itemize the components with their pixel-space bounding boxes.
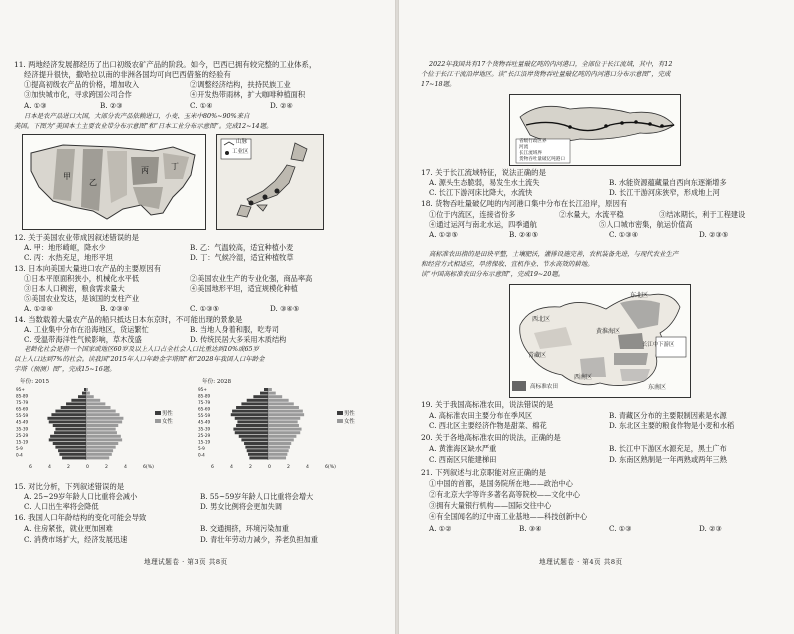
pyramid-2015-male-bar	[55, 446, 86, 449]
q21-option-2: ②有北京大学等许多著名高等院校——文化中心	[429, 490, 580, 499]
region-huanghuaihai: 黄淮海区	[596, 328, 621, 335]
yangtze-ports-map	[509, 94, 681, 166]
q12-choice-d: D. 丁：气候冷湿，适宜种植牧草	[190, 253, 294, 262]
pyramid-2015-male-bar	[47, 417, 86, 420]
q16-choice-c: C. 消费市场扩大，经济发展迅速	[24, 535, 128, 544]
pyramid-2015-female-bar	[86, 431, 117, 434]
pyramid-2015-female-bar	[86, 399, 100, 402]
pyramid-2028-age-label: 55-59	[198, 413, 211, 419]
right-page-footer: 地理试题卷 · 第4页 共8页	[539, 558, 623, 566]
legend-industry: 工业区	[232, 149, 249, 155]
q11-choice-b: B. ②③	[100, 101, 123, 110]
pyramid-2028-male-bar	[248, 453, 268, 456]
pyramid-2028-male-bar	[236, 406, 268, 409]
legend-mountain: 山脉	[236, 139, 248, 145]
pyramid-2028-female-bar	[268, 388, 272, 391]
pyramid-2015-age-label: 0-4	[16, 452, 23, 458]
pyramid-2015-female-bar	[86, 428, 116, 431]
pyramid-2015-female-bar	[86, 395, 94, 398]
pyramid-2015-male-bar	[84, 388, 86, 391]
pyramid-2015-female-bar	[86, 402, 105, 405]
pyramid-2028-male-bar	[253, 395, 268, 398]
intro-15-line-3: 字塔（预测）图”，完成15~16题。	[14, 365, 116, 373]
pyramid-2015-age-label: 45-49	[16, 419, 29, 425]
left-page	[0, 0, 395, 634]
right-page	[399, 0, 794, 634]
q15-choice-b: B. 55~59岁年龄人口比重将会增大	[200, 492, 314, 501]
pyramid-2028-male-bar	[244, 442, 268, 445]
pyramid-2028-female-bar	[268, 417, 300, 420]
pyramid-2015-male-bar	[66, 402, 86, 405]
japan-industry-map	[216, 134, 324, 230]
intro-17-line-2: 个位于长江干流沿岸地区。读“长江沿岸货物吞吐量破亿吨的内河港口分布示意图”，完成	[421, 70, 671, 78]
pyramid-2015-male-bar	[51, 413, 86, 416]
pyramid-2015-x-label: 6(%)	[143, 465, 154, 470]
pyramid-2028-age-label: 65-69	[198, 406, 211, 412]
q13-choice-c: C. ①③⑤	[190, 304, 220, 313]
pyramid-2015-age-label: 55-59	[16, 413, 29, 419]
region-northeast: 东北区	[630, 292, 649, 299]
q18-option-5: ⑤人口城市密集，航运价值高	[599, 220, 693, 229]
q11-stem-2: 经济提升很快，撒哈拉以南的非洲各国均可向巴西借鉴的经验有	[24, 70, 231, 79]
q11-stem-1: 11. 两地经济发展都经历了出口初级农矿产品的阶段。如今，巴西已拥有较完整的工业体系，	[14, 60, 317, 69]
q11-choice-c: C. ①④	[190, 101, 213, 110]
region-qingzang: 青藏区	[528, 352, 547, 359]
pyramid-2015-female-bar	[86, 438, 122, 441]
q13-choice-a: A. ①②④	[24, 304, 54, 313]
q17-choice-d: D. 长江干游河床狭窄，形成地上河	[609, 188, 720, 197]
pyramid-2028-male-bar	[236, 424, 268, 427]
q16-stem: 16. 我国人口年龄结构的变化可能会导致	[14, 513, 147, 522]
pyramid-2028-female-bar	[268, 410, 303, 413]
pyramid-2015-female-bar	[86, 424, 118, 427]
q21-option-4: ④有全国闻名的辽中南工业基地——科技创新中心	[429, 512, 588, 521]
pyramid-2015-x-label: 4	[48, 465, 51, 470]
q11-option-2: ②调整经济结构，扶持民族工业	[190, 80, 291, 89]
pyramid-2015-female-bar	[86, 406, 111, 409]
pyramid-2028-x-label: 4	[230, 465, 233, 470]
pyramid-2028-x-label: 2	[287, 465, 290, 470]
q21-choice-c: C. ①③	[609, 524, 632, 533]
pyramid-2028-female-swatch	[337, 419, 343, 423]
q19-choice-c: C. 西北区主要经济作物是甜菜、棉花	[429, 421, 547, 430]
pyramid-2015-male-bar	[50, 435, 86, 438]
q12-choice-a: A. 甲：地形崎岖，降水少	[24, 243, 106, 252]
pyramid-2028-male-bar	[237, 420, 268, 423]
q18-option-1: ①位于内流区，连接省份多	[429, 210, 516, 219]
pyramid-2015-male-bar	[62, 456, 86, 459]
q20-choice-c: C. 西南区只能建梯田	[429, 455, 497, 464]
q20-stem: 20. 关于各地高标准农田的说法，正确的是	[421, 433, 561, 442]
q13-stem: 13. 日本向美国大量进口农产品的主要原因有	[14, 264, 162, 273]
q13-option-5: ⑤美国农业发达，是该国的支柱产业	[24, 294, 140, 303]
pyramid-2015-male-bar	[58, 449, 86, 452]
pyramid-2015-female-bar	[86, 453, 112, 456]
pyramid-2015-male-bar	[71, 399, 86, 402]
pyramid-2015-male-bar	[82, 392, 86, 395]
region-southwest: 西南区	[574, 374, 593, 381]
pyramid-2028-age-label: 45-49	[198, 419, 211, 425]
q14-choice-c: C. 受温带海洋性气候影响，草木茂盛	[24, 335, 142, 344]
intro-12-line-2: 美国。下图为“美国本土主要农业带分布示意图”和“日本工业分布示意图”。完成12~14题。	[14, 122, 273, 130]
q11-choice-d: D. ②④	[270, 101, 293, 110]
pyramid-2028-x-label: 6	[211, 465, 214, 470]
pyramid-2028-age-label: 35-39	[198, 426, 211, 432]
pyramid-2028-x-label: 6(%)	[325, 465, 336, 470]
pyramid-2028-female-bar	[268, 402, 294, 405]
pyramid-2028-female-bar	[268, 435, 296, 438]
q18-choice-c: C. ①③④	[609, 230, 639, 239]
pyramid-2028-female-bar	[268, 424, 299, 427]
us-agriculture-map	[22, 134, 206, 230]
pyramid-2028-age-label: 25-29	[198, 432, 211, 438]
q17-choice-b: B. 水能资源蕴藏量自西向东逐渐增多	[609, 178, 727, 187]
pyramid-2028-male-bar	[235, 431, 268, 434]
region-yangtze: 长江中下游区	[642, 342, 675, 348]
q21-option-1: ①中国的首都，是国务院所在地——政治中心	[429, 479, 573, 488]
q19-choice-d: D. 东北区主要的粮食作物是小麦和水稻	[609, 421, 735, 430]
svg-text:甲: 甲	[63, 172, 71, 181]
q13-choice-d: D. ③④⑤	[270, 304, 300, 313]
pyramid-2015-x-label: 2	[105, 465, 108, 470]
pyramid-2015-age-label: 95+	[16, 387, 25, 392]
q20-choice-a: A. 黄淮海区缺水严重	[429, 444, 497, 453]
q15-choice-d: D. 男女比例将会更加失调	[200, 502, 282, 511]
q13-option-1: ①日本平原面积狭小，机械化水平低	[24, 274, 140, 283]
q18-choice-d: D. ②③⑤	[699, 230, 729, 239]
q13-option-2: ②美国农业生产的专业化强，商品率高	[190, 274, 313, 283]
intro-12-line-1: 日本是农产品进口大国，大部分农产品依赖进口，小麦、玉米中80%~90%来自	[24, 112, 250, 120]
pyramid-2015-age-label: 35-39	[16, 426, 29, 432]
pyramid-2028-male-bar	[232, 410, 268, 413]
pyramid-2015-female-bar	[86, 417, 123, 420]
q13-option-3: ③日本人口稠密，粮食需求量大	[24, 284, 125, 293]
pyramid-2028-age-label: 85-89	[198, 393, 211, 399]
q16-choice-d: D. 青壮年劳动力减少，养老负担加重	[200, 535, 318, 544]
pyramid-2015-age-label: 75-79	[16, 400, 29, 406]
pyramid-2015-female-legend: 女性	[162, 419, 173, 425]
pyramid-2028-female-bar	[268, 399, 289, 402]
map1-legend-port: 货物吞吐量破亿吨港口	[519, 157, 565, 162]
intro-15-line-2: 以上人口达到7%的社会。读我国“2015年人口年龄金字塔图”和“2028年我国人口年龄金	[14, 355, 265, 363]
q11-choice-a: A. ①③	[24, 101, 47, 110]
svg-text:乙: 乙	[89, 178, 97, 187]
q15-choice-a: A. 25~29岁年龄人口比重将会减小	[24, 492, 138, 501]
q16-choice-b: B. 交通拥挤，环境污染加重	[200, 524, 289, 533]
pyramid-2015-male-swatch	[155, 411, 161, 415]
region-northwest: 西北区	[532, 316, 551, 323]
pyramid-2015-female-bar	[86, 388, 88, 391]
pyramid-2028-male-bar	[231, 413, 268, 416]
pyramid-2015-male-bar	[49, 420, 86, 423]
svg-text:丙: 丙	[141, 166, 149, 175]
pyramid-2028-male-bar	[260, 392, 268, 395]
pyramid-2028-age-label: 15-19	[198, 439, 211, 445]
pyramid-2028-age-label: 95+	[198, 387, 207, 392]
pyramid-2015-female-swatch	[155, 419, 161, 423]
population-pyramid-2015	[14, 378, 194, 480]
q14-choice-a: A. 工业集中分布在沿海地区，货运繁忙	[24, 325, 149, 334]
pyramid-2028-male-bar	[241, 402, 268, 405]
intro-19-line-3: 读“中国高标准农田分布示意图”，完成19~20题。	[421, 270, 565, 278]
q11-option-3: ③加快城市化，寻求跨国公司合作	[24, 90, 132, 99]
q12-choice-b: B. 乙：气温较高，适宜种植小麦	[190, 243, 294, 252]
pyramid-2015-x-label: 2	[67, 465, 70, 470]
pyramid-2028-x-label: 2	[249, 465, 252, 470]
q17-stem: 17. 关于长江流域特征，说法正确的是	[421, 168, 546, 177]
population-pyramid-2028	[196, 378, 376, 480]
region-southeast: 东南区	[648, 384, 667, 391]
q19-stem: 19. 关于我国高标准农田，说法错误的是	[421, 400, 554, 409]
q12-stem: 12. 关于美国农业带成因叙述错误的是	[14, 233, 139, 242]
pyramid-2015-male-bar	[78, 395, 86, 398]
pyramid-2015-female-bar	[86, 420, 122, 423]
pyramid-2028-year: 年份: 2028	[202, 379, 232, 385]
q15-stem: 15. 对比分析，下列叙述错误的是	[14, 482, 125, 491]
pyramid-2015-x-label: 6	[29, 465, 32, 470]
pyramid-2028-male-swatch	[337, 411, 343, 415]
q21-stem: 21. 下列叙述与北京职能对应正确的是	[421, 468, 546, 477]
q13-option-4: ④美国地形平坦，适宜规模化种植	[190, 284, 298, 293]
q20-choice-b: B. 长江中下游区水源充足，黑土广布	[609, 444, 727, 453]
pyramid-2015-age-label: 65-69	[16, 406, 29, 412]
pyramid-2015-male-bar	[53, 424, 86, 427]
pyramid-2028-female-bar	[268, 413, 304, 416]
pyramid-2015-female-bar	[86, 410, 116, 413]
pyramid-2028-male-legend: 男性	[344, 411, 355, 417]
intro-17-line-3: 17~18题。	[421, 80, 456, 88]
pyramid-2028-female-bar	[268, 392, 276, 395]
pyramid-2028-x-label: 4	[306, 465, 309, 470]
q21-choice-d: D. ②③	[699, 524, 722, 533]
q18-option-3: ③结冰期长，利于工程建设	[659, 210, 746, 219]
intro-19-line-2: 和经营方式相适应，旱涝保收、宜机作业、节水高效的耕地。	[421, 260, 594, 268]
legend-farmland: 高标准农田	[530, 384, 558, 390]
pyramid-2028-age-label: 75-79	[198, 400, 211, 406]
pyramid-2028-male-bar	[235, 417, 268, 420]
pyramid-2028-female-bar	[268, 438, 294, 441]
pyramid-2015-year: 年份: 2015	[20, 379, 50, 385]
pyramid-2015-male-bar	[54, 431, 86, 434]
pyramid-2015-age-label: 5-9	[16, 445, 23, 451]
pyramid-2028-age-label: 5-9	[198, 445, 205, 451]
pyramid-2028-age-label: 0-4	[198, 452, 205, 458]
q21-choice-a: A. ①②	[429, 524, 452, 533]
q18-stem: 18. 货物吞吐量破亿吨的内河港口集中分布在长江沿岸，原因有	[421, 199, 628, 208]
pyramid-2028-female-legend: 女性	[344, 419, 355, 425]
q19-choice-a: A. 高标准农田主要分布在季风区	[429, 411, 533, 420]
pyramid-2028-female-bar	[268, 395, 282, 398]
pyramid-2015-female-bar	[86, 446, 116, 449]
q13-choice-b: B. ②③④	[100, 304, 130, 313]
q11-option-1: ①提高初级农产品的价格，增加收入	[24, 80, 140, 89]
pyramid-2015-age-label: 25-29	[16, 432, 29, 438]
pyramid-2015-female-bar	[86, 456, 109, 459]
q14-choice-b: B. 当地人身着和服，吃寿司	[190, 325, 279, 334]
pyramid-2028-female-bar	[268, 428, 302, 431]
q18-option-4: ④通过运河与南北水运，四季通航	[429, 220, 537, 229]
pyramid-2028-female-bar	[268, 431, 300, 434]
pyramid-2028-male-bar	[239, 435, 268, 438]
pyramid-2015-male-bar	[53, 442, 86, 445]
pyramid-2028-male-bar	[247, 449, 268, 452]
map1-legend-boundary: 省级行政区界	[519, 139, 547, 144]
q16-choice-a: A. 住房紧张，就业更加困难	[24, 524, 113, 533]
pyramid-2015-male-bar	[61, 406, 86, 409]
pyramid-2028-female-bar	[268, 446, 290, 449]
pyramid-2028-female-bar	[268, 449, 289, 452]
q14-stem: 14. 当数载着大量农产品的船只抵达日本东京时，不可能出现的景象是	[14, 315, 243, 324]
q17-choice-c: C. 长江下游河床比降大，水流快	[429, 188, 533, 197]
pyramid-2028-male-bar	[249, 456, 268, 459]
intro-15-line-1: 老龄化社会是指一个国家或地区60岁及以上人口占全社会人口比重达到10%或65岁	[24, 345, 259, 353]
pyramid-2015-age-label: 85-89	[16, 393, 29, 399]
pyramid-2015-x-label: 4	[124, 465, 127, 470]
q18-choice-b: B. ②④⑤	[509, 230, 539, 239]
q19-choice-b: B. 青藏区分布的主要限制因素是水源	[609, 411, 727, 420]
q14-choice-d: D. 传统民居大多采用木质结构	[190, 335, 287, 344]
svg-text:丁: 丁	[171, 162, 179, 171]
pyramid-2015-age-label: 15-19	[16, 439, 29, 445]
china-farmland-map	[509, 284, 691, 398]
pyramid-2015-male-legend: 男性	[162, 411, 173, 417]
q12-choice-c: C. 丙：水热充足，地形平坦	[24, 253, 113, 262]
pyramid-2028-male-bar	[233, 428, 268, 431]
pyramid-2015-female-bar	[86, 449, 113, 452]
q18-option-2: ②水量大，水流平稳	[559, 210, 624, 219]
pyramid-2015-female-bar	[86, 442, 118, 445]
left-page-footer: 地理试题卷 · 第3页 共8页	[144, 558, 228, 566]
pyramid-2028-female-bar	[268, 442, 291, 445]
pyramid-2028-male-bar	[241, 438, 268, 441]
pyramid-2028-female-bar	[268, 406, 299, 409]
pyramid-2015-male-bar	[49, 438, 86, 441]
pyramid-2028-female-bar	[268, 456, 286, 459]
q17-choice-a: A. 源头生态脆弱，易发生水土流失	[429, 178, 540, 187]
pyramid-2015-female-bar	[86, 413, 120, 416]
q11-option-4: ④开发热带雨林，扩大咖啡种植面积	[190, 90, 306, 99]
pyramid-2028-male-bar	[245, 446, 268, 449]
pyramid-2015-male-bar	[55, 428, 86, 431]
pyramid-2015-female-bar	[86, 392, 90, 395]
q21-option-3: ③拥有大量银行机构——国际交往中心	[429, 501, 552, 510]
map1-legend-basin: 长江流域界	[519, 151, 542, 156]
pyramid-2015-male-bar	[55, 410, 86, 413]
intro-19-line-1: 高标准农田指的是田块平整，土壤肥沃，灌排设施完善，农机装备先进，与现代农业生产	[429, 250, 679, 258]
pyramid-2028-female-bar	[268, 453, 287, 456]
pyramid-2028-female-bar	[268, 420, 298, 423]
pyramid-2028-x-label: 0	[268, 465, 271, 470]
pyramid-2015-female-bar	[86, 435, 121, 438]
pyramid-2028-male-bar	[264, 388, 268, 391]
pyramid-2015-x-label: 0	[86, 465, 89, 470]
pyramid-2028-male-bar	[247, 399, 268, 402]
intro-17-line-1: 2022年我国共有17个货物吞吐量破亿吨的内河港口，全部位于长江流域，其中，有12	[429, 60, 673, 68]
q18-choice-a: A. ①②⑤	[429, 230, 459, 239]
pyramid-2015-male-bar	[59, 453, 86, 456]
q15-choice-c: C. 人口出生率将会降低	[24, 502, 99, 511]
q20-choice-d: D. 东南区熟制是一年两熟或两年三熟	[609, 455, 727, 464]
map1-legend-river: 河流	[519, 145, 529, 150]
q21-choice-b: B. ③④	[519, 524, 542, 533]
